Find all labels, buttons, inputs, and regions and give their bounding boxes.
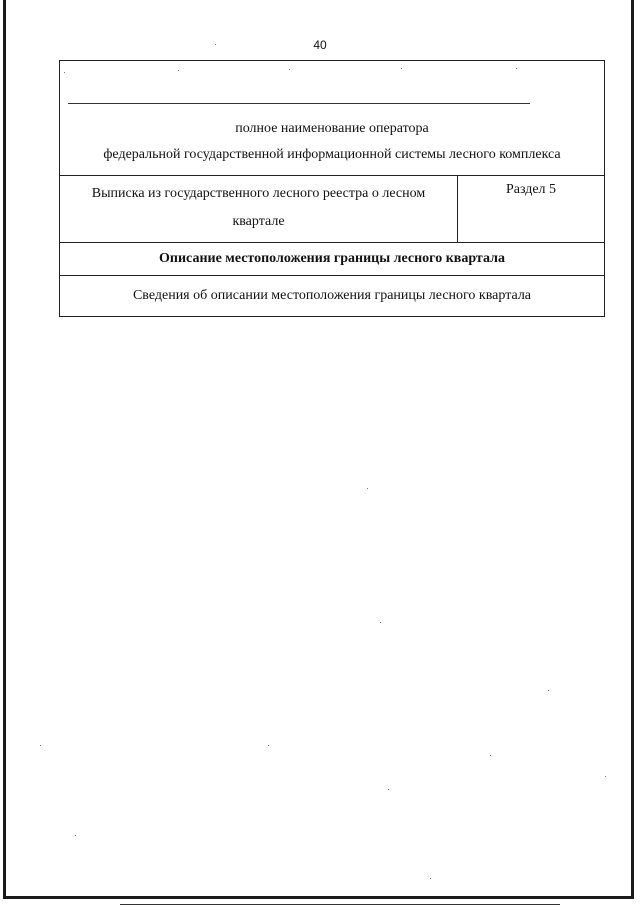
heading-row xyxy=(60,243,605,276)
operator-system-caption: федеральной государственной информационной системы лесного комплекса xyxy=(103,147,561,162)
scan-speck xyxy=(289,69,290,70)
heading-cell xyxy=(60,243,605,276)
extract-title: Выписка из государственного лесного реестра о лесном квартале xyxy=(91,186,426,229)
info-row xyxy=(60,276,605,317)
scan-speck xyxy=(430,878,431,879)
scan-speck xyxy=(75,835,76,836)
extract-row xyxy=(60,176,605,243)
scan-speck xyxy=(215,44,216,45)
extract-title-cell xyxy=(60,176,458,243)
operator-cell xyxy=(60,61,605,176)
scan-speck xyxy=(178,70,179,71)
scan-speck xyxy=(367,488,368,489)
section-cell xyxy=(458,176,605,243)
info-cell xyxy=(60,276,605,317)
operator-row xyxy=(60,61,605,176)
page-number: 40 xyxy=(313,38,327,52)
scan-speck xyxy=(401,68,402,69)
operator-fill-line xyxy=(68,103,530,104)
scan-speck xyxy=(548,690,549,691)
scan-speck xyxy=(268,745,269,746)
operator-name-caption: полное наименование оператора xyxy=(235,121,429,136)
scan-speck xyxy=(605,776,606,777)
extract-form-table xyxy=(59,60,605,317)
scan-speck xyxy=(490,755,491,756)
scan-speck xyxy=(516,68,517,69)
section-heading: Описание местоположения границы лесного квартала xyxy=(159,251,505,266)
scan-speck xyxy=(40,745,41,746)
scan-speck xyxy=(388,789,389,790)
scan-speck xyxy=(64,72,65,73)
section-label: Раздел 5 xyxy=(505,182,557,197)
scan-speck xyxy=(380,622,381,623)
info-label: Сведения об описании местоположения границы лесного квартала xyxy=(132,288,532,303)
